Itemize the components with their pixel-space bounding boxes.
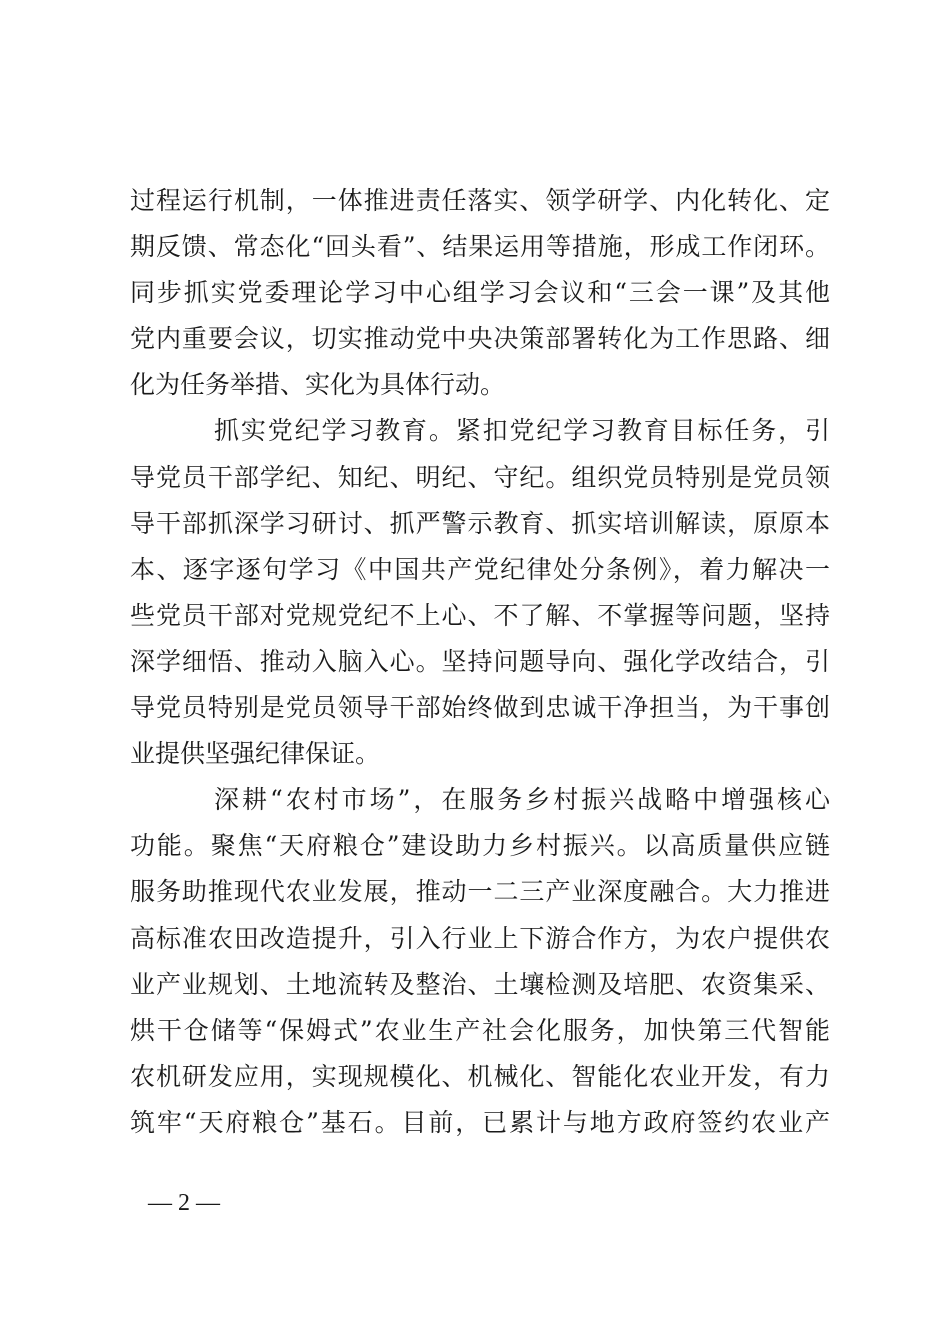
text-line: 些党员干部对党规党纪不上心、不了解、不掌握等问题，坚持 <box>130 600 830 630</box>
text-line: 导干部抓深学习研讨、抓严警示教育、抓实培训解读，原原本 <box>130 508 830 538</box>
text-line: 烘干仓储等“保姆式”农业生产社会化服务，加快第三代智能 <box>130 1015 830 1045</box>
text-line: 深学细悟、推动入脑入心。坚持问题导向、强化学改结合，引 <box>130 646 830 676</box>
text-line: 导党员干部学纪、知纪、明纪、守纪。组织党员特别是党员领 <box>130 462 830 492</box>
page-number: — 2 — <box>148 1190 220 1216</box>
text-line: 本、逐字逐句学习《中国共产党纪律处分条例》，着力解决一 <box>130 554 830 584</box>
text-line: 同步抓实党委理论学习中心组学习会议和“三会一课”及其他 <box>130 278 830 308</box>
text-line: 功能。聚焦“天府粮仓”建设助力乡村振兴。以高质量供应链 <box>130 831 830 861</box>
body-text <box>130 178 830 1146</box>
text-line: 高标准农田改造提升，引入行业上下游合作方，为农户提供农 <box>130 923 830 953</box>
text-line: 业提供坚强纪律保证。 <box>130 739 381 769</box>
text-line: 期反馈、常态化“回头看”、结果运用等措施，形成工作闭环。 <box>130 232 830 262</box>
text-line: 农机研发应用，实现规模化、机械化、智能化农业开发，有力 <box>130 1061 830 1091</box>
text-line: 业产业规划、土地流转及整治、土壤检测及培肥、农资集采、 <box>130 969 830 999</box>
text-line: 深耕“农村市场”，在服务乡村振兴战略中增强核心 <box>214 785 830 815</box>
text-line: 导党员特别是党员领导干部始终做到忠诚干净担当，为干事创 <box>130 693 830 723</box>
text-line: 过程运行机制，一体推进责任落实、领学研学、内化转化、定 <box>130 186 830 215</box>
text-line: 党内重要会议，切实推动党中央决策部署转化为工作思路、细 <box>130 324 830 354</box>
text-line: 抓实党纪学习教育。紧扣党纪学习教育目标任务，引 <box>214 416 830 446</box>
text-line: 筑牢“天府粮仓”基石。目前，已累计与地方政府签约农业产 <box>130 1107 830 1137</box>
text-line: 服务助推现代农业发展，推动一二三产业深度融合。大力推进 <box>130 877 830 907</box>
text-line: 化为任务举措、实化为具体行动。 <box>130 370 506 400</box>
